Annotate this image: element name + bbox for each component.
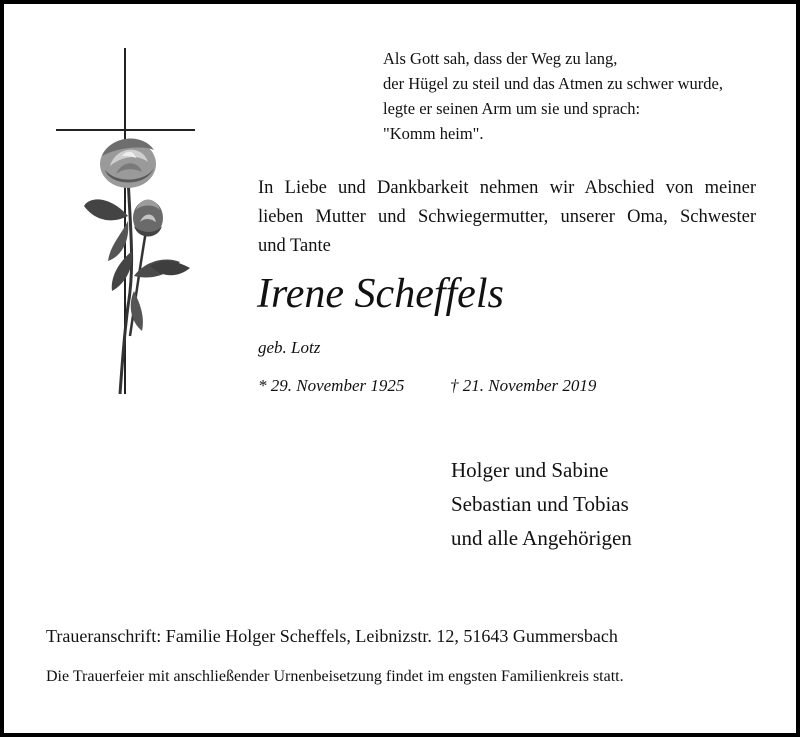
mourner-line: Holger und Sabine — [451, 458, 609, 482]
cross-with-rose-icon — [50, 46, 200, 396]
poem-line: "Komm heim". — [383, 124, 484, 143]
poem-line: Als Gott sah, dass der Weg zu lang, — [383, 49, 618, 68]
mourning-address: Traueranschrift: Familie Holger Scheffels, Leibnizstr. 12, 51643 Gummersbach — [46, 626, 618, 646]
birth-date: * 29. November 1925 — [258, 376, 405, 395]
intro-text — [258, 174, 756, 261]
poem-line: der Hügel zu steil und das Atmen zu schwer wurde, — [383, 74, 723, 93]
poem-line: legte er seinen Arm um sie und sprach: — [383, 99, 641, 118]
mourner-line: Sebastian und Tobias — [451, 492, 629, 516]
life-dates — [258, 376, 597, 396]
poem — [383, 46, 723, 146]
intro-line: und Tante — [258, 236, 331, 256]
birth-name: geb. Lotz — [258, 338, 321, 357]
death-date: † 21. November 2019 — [450, 376, 597, 395]
mourner-line: und alle Angehörigen — [451, 526, 632, 550]
intro-line: lieben Mutter und Schwiegermutter, unserer Oma, Schwester — [258, 207, 756, 227]
funeral-note: Die Trauerfeier mit anschließender Urnenbeisetzung findet im engsten Familienkreis statt. — [46, 668, 624, 685]
deceased-name: Irene Scheffels — [257, 271, 504, 317]
mourners-list — [451, 453, 632, 555]
intro-line: In Liebe und Dankbarkeit nehmen wir Abschied von meiner — [258, 178, 756, 198]
